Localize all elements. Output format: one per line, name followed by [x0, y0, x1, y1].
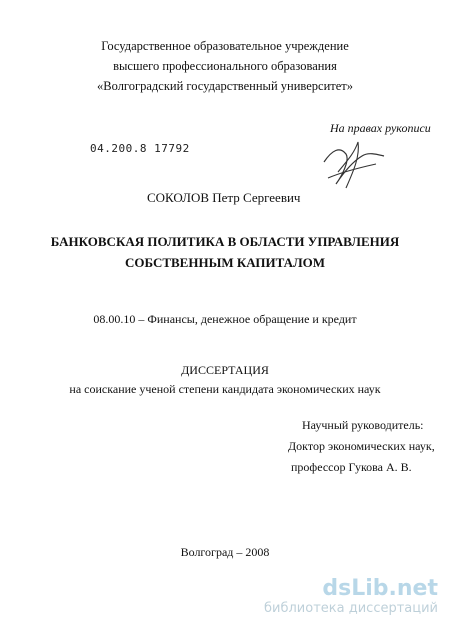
supervisor-degree: Доктор экономических наук, — [288, 439, 435, 453]
title-line-1: БАНКОВСКАЯ ПОЛИТИКА В ОБЛАСТИ УПРАВЛЕНИЯ — [50, 234, 400, 249]
supervisor-label: Научный руководитель: — [302, 418, 424, 432]
author-name: СОКОЛОВ Петр Сергеевич — [147, 190, 301, 205]
supervisor-name: профессор Гукова А. В. — [291, 460, 412, 474]
watermark-logo: dsLib.net — [322, 576, 438, 601]
manuscript-note: На правах рукописи — [330, 121, 431, 135]
watermark — [264, 577, 438, 616]
institution-line-2: высшего профессионального образования — [113, 59, 337, 73]
city-year: Волгоград – 2008 — [180, 545, 270, 559]
registration-stamp: 04.200.8 17792 — [90, 142, 190, 155]
watermark-subtitle: библиотека диссертаций — [264, 601, 438, 616]
institution-line-3: «Волгоградский государственный университет» — [97, 79, 353, 93]
title-line-2: СОБСТВЕННЫМ КАПИТАЛОМ — [124, 255, 326, 270]
institution-line-1: Государственное образовательное учреждение — [101, 39, 349, 53]
signature-icon — [318, 132, 390, 194]
dissertation-label: ДИССЕРТАЦИЯ — [181, 363, 269, 377]
specialty: 08.00.10 – Финансы, денежное обращение и кредит — [93, 312, 357, 326]
degree-sought: на соискание ученой степени кандидата экономических наук — [69, 382, 381, 396]
